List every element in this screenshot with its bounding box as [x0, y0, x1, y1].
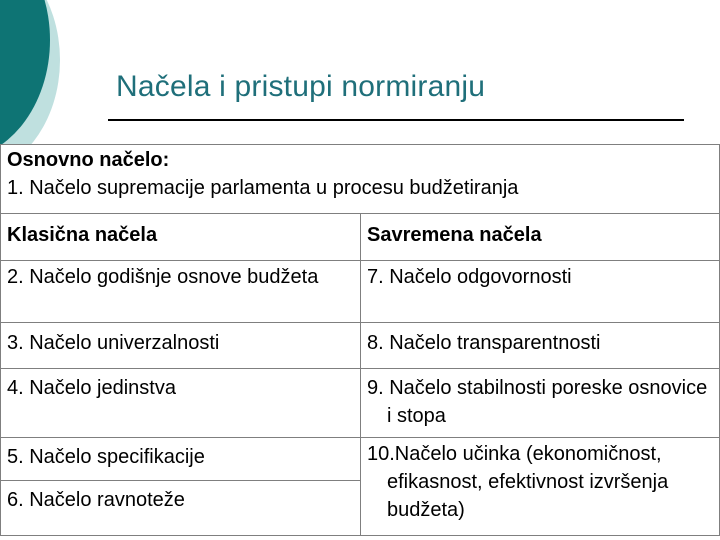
basic-principle-label: Osnovno načelo: — [7, 149, 170, 171]
classic-principles-header: Klasična načela — [1, 214, 361, 261]
table-row — [1, 369, 720, 438]
slide-title: Načela i pristupi normiranju — [116, 70, 486, 103]
modern-principle-10: 10.Načelo učinka (ekonomičnost, efikasnost, efektivnost izvršenja budžeta) — [361, 438, 720, 536]
classic-principle-4: 4. Načelo jedinstva — [1, 369, 361, 438]
table-row — [1, 438, 720, 481]
modern-principle-7: 7. Načelo odgovornosti — [361, 261, 720, 323]
basic-principle-row — [1, 145, 720, 214]
basic-principle-cell — [1, 145, 720, 214]
column-header-row — [1, 214, 720, 261]
basic-principle-text: 1. Načelo supremacije parlamenta u procesu budžetiranja — [7, 177, 519, 199]
classic-principle-3: 3. Načelo univerzalnosti — [1, 323, 361, 369]
classic-principle-5: 5. Načelo specifikacije — [1, 438, 361, 481]
table-row — [1, 323, 720, 369]
classic-principle-6: 6. Načelo ravnoteže — [1, 481, 361, 536]
modern-principle-9: 9. Načelo stabilnosti poreske osnovice i stopa — [361, 369, 720, 438]
principles-table — [0, 144, 720, 536]
table-row — [1, 261, 720, 323]
title-underline — [108, 119, 684, 121]
classic-principle-2: 2. Načelo godišnje osnove budžeta — [1, 261, 361, 323]
modern-principles-header: Savremena načela — [361, 214, 720, 261]
modern-principle-8: 8. Načelo transparentnosti — [361, 323, 720, 369]
